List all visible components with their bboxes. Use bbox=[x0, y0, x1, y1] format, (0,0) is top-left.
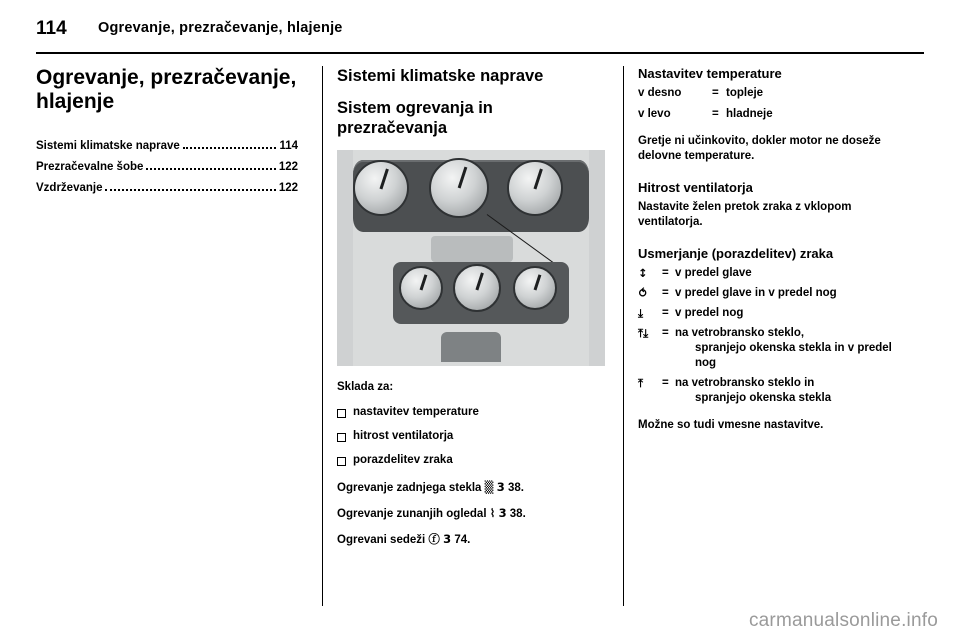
cross-reference bbox=[337, 532, 599, 548]
toc-entry[interactable] bbox=[36, 161, 298, 173]
distribution-label: v predel glave bbox=[675, 267, 752, 279]
header-divider bbox=[36, 52, 924, 54]
definition-equals: = bbox=[662, 287, 669, 299]
fan-speed-text: Nastavite želen pretok zraka z vklopom ventilatorja. bbox=[638, 201, 852, 228]
definition-term: v levo bbox=[638, 108, 671, 120]
see-also-arrow-icon: 3 bbox=[496, 480, 505, 494]
air-distribution-knob-detail-icon bbox=[513, 266, 557, 310]
list-item bbox=[337, 429, 599, 444]
rear-window-defroster-icon: ▒ bbox=[484, 480, 494, 494]
distribution-label: na vetrobransko steklo in spranjejo okenska stekla bbox=[675, 376, 900, 406]
air-vent bbox=[441, 332, 501, 362]
fan-speed-heading: Hitrost ventilatorja bbox=[638, 180, 753, 195]
list-item-label: hitrost ventilatorja bbox=[353, 430, 454, 442]
center-console bbox=[431, 236, 513, 262]
square-bullet-icon bbox=[337, 457, 346, 466]
air-to-footwell-icon: ⤓ bbox=[638, 306, 644, 320]
definition-row bbox=[638, 86, 900, 101]
distribution-label-continued: spranjejo okenska stekla bbox=[695, 392, 832, 404]
controls-bullet-list bbox=[337, 405, 599, 468]
temperature-knob-icon bbox=[353, 160, 409, 216]
distribution-note: Možne so tudi vmesne nastavitve. bbox=[638, 419, 824, 431]
definition-equals: = bbox=[662, 267, 669, 279]
toc-entry-label: Vzdrževanje bbox=[36, 182, 103, 194]
toc-leader bbox=[105, 188, 275, 191]
toc-entry-page: 114 bbox=[279, 140, 298, 152]
subsection-title: Sistem ogrevanja in prezračevanja bbox=[337, 99, 493, 137]
chapter-toc bbox=[36, 140, 298, 194]
temperature-heading: Nastavitev temperature bbox=[638, 66, 782, 81]
toc-entry-label: Sistemi klimatske naprave bbox=[36, 140, 180, 152]
cross-reference-label: Ogrevanje zunanjih ogledal bbox=[337, 508, 487, 520]
temperature-note: Gretje ni učinkovito, dokler motor ne doseže delovne temperature. bbox=[638, 135, 881, 162]
cross-reference bbox=[337, 480, 599, 496]
air-to-head-and-footwell-icon: ⥀ bbox=[638, 286, 648, 300]
definition-equals: = bbox=[712, 87, 719, 99]
watermark: carmanualsonline.info bbox=[748, 610, 938, 631]
cross-reference bbox=[337, 506, 599, 522]
cross-reference-page: 38. bbox=[507, 482, 524, 494]
see-also-arrow-icon: 3 bbox=[498, 506, 507, 520]
figure-shade-right bbox=[589, 150, 605, 366]
air-distribution-knob-icon bbox=[507, 160, 563, 216]
air-to-windscreen-icon: ⤒ bbox=[638, 376, 644, 390]
dashboard-climate-controls-illustration bbox=[337, 150, 605, 366]
distribution-label: v predel glave in v predel nog bbox=[675, 287, 837, 299]
list-item bbox=[337, 405, 599, 420]
list-item-label: nastavitev temperature bbox=[353, 406, 479, 418]
definition-value: topleje bbox=[726, 87, 764, 99]
cross-reference-label: Ogrevani sedeži bbox=[337, 534, 426, 546]
definition-equals: = bbox=[662, 377, 669, 389]
distribution-label: v predel nog bbox=[675, 307, 744, 319]
definition-equals: = bbox=[662, 307, 669, 319]
fan-speed-knob-icon bbox=[429, 158, 489, 218]
mirror-heating-icon: ⌇ bbox=[489, 506, 496, 520]
see-also-arrow-icon: 3 bbox=[443, 532, 452, 546]
column-divider bbox=[623, 66, 624, 606]
section-title: Sistemi klimatske naprave bbox=[337, 67, 544, 85]
cross-reference-page: 74. bbox=[454, 534, 471, 546]
air-distribution-list bbox=[638, 266, 900, 406]
page-header bbox=[36, 18, 924, 52]
distribution-row bbox=[638, 306, 900, 321]
fan-speed-knob-detail-icon bbox=[453, 264, 501, 312]
distribution-label-continued: spranjejo okenska stekla in v predel nog bbox=[695, 342, 892, 369]
air-to-head-icon: ↕ bbox=[638, 266, 648, 280]
column-three bbox=[638, 66, 910, 606]
distribution-row bbox=[638, 286, 900, 301]
definition-term: v desno bbox=[638, 87, 682, 99]
column-two bbox=[337, 66, 609, 606]
temperature-definition-list bbox=[638, 86, 900, 122]
toc-leader bbox=[146, 167, 275, 170]
toc-leader bbox=[183, 146, 277, 149]
temperature-knob-detail-icon bbox=[399, 266, 443, 310]
toc-entry[interactable] bbox=[36, 140, 298, 152]
distribution-row bbox=[638, 326, 900, 371]
cross-reference-label: Ogrevanje zadnjega stekla bbox=[337, 482, 482, 494]
seat-heating-icon: ⓕ bbox=[428, 532, 440, 546]
square-bullet-icon bbox=[337, 409, 346, 418]
air-distribution-heading: Usmerjanje (porazdelitev) zraka bbox=[638, 246, 834, 261]
chapter-title: Ogrevanje, prezračevanje, hlajenje bbox=[36, 66, 297, 113]
controls-intro: Sklada za: bbox=[337, 381, 394, 393]
cross-reference-page: 38. bbox=[509, 508, 526, 520]
page-number: 114 bbox=[36, 18, 67, 39]
page-columns bbox=[36, 66, 924, 606]
column-divider bbox=[322, 66, 323, 606]
figure-shade-left bbox=[337, 150, 353, 366]
column-one bbox=[36, 66, 308, 606]
definition-row bbox=[638, 107, 900, 122]
distribution-label: na vetrobransko steklo, spranjejo okenska stekla in v predel nog bbox=[675, 326, 900, 371]
square-bullet-icon bbox=[337, 433, 346, 442]
definition-equals: = bbox=[662, 327, 669, 339]
toc-entry-page: 122 bbox=[278, 182, 298, 194]
distribution-row bbox=[638, 376, 900, 406]
toc-entry-label: Prezračevalne šobe bbox=[36, 161, 144, 173]
distribution-row bbox=[638, 266, 900, 281]
list-item bbox=[337, 453, 599, 468]
definition-equals: = bbox=[712, 108, 719, 120]
toc-entry[interactable] bbox=[36, 182, 298, 194]
list-item-label: porazdelitev zraka bbox=[353, 454, 453, 466]
definition-value: hladneje bbox=[726, 108, 773, 120]
air-to-windscreen-and-footwell-icon: ⤒⤓ bbox=[638, 326, 649, 340]
toc-entry-page: 122 bbox=[278, 161, 298, 173]
running-title: Ogrevanje, prezračevanje, hlajenje bbox=[98, 20, 343, 36]
